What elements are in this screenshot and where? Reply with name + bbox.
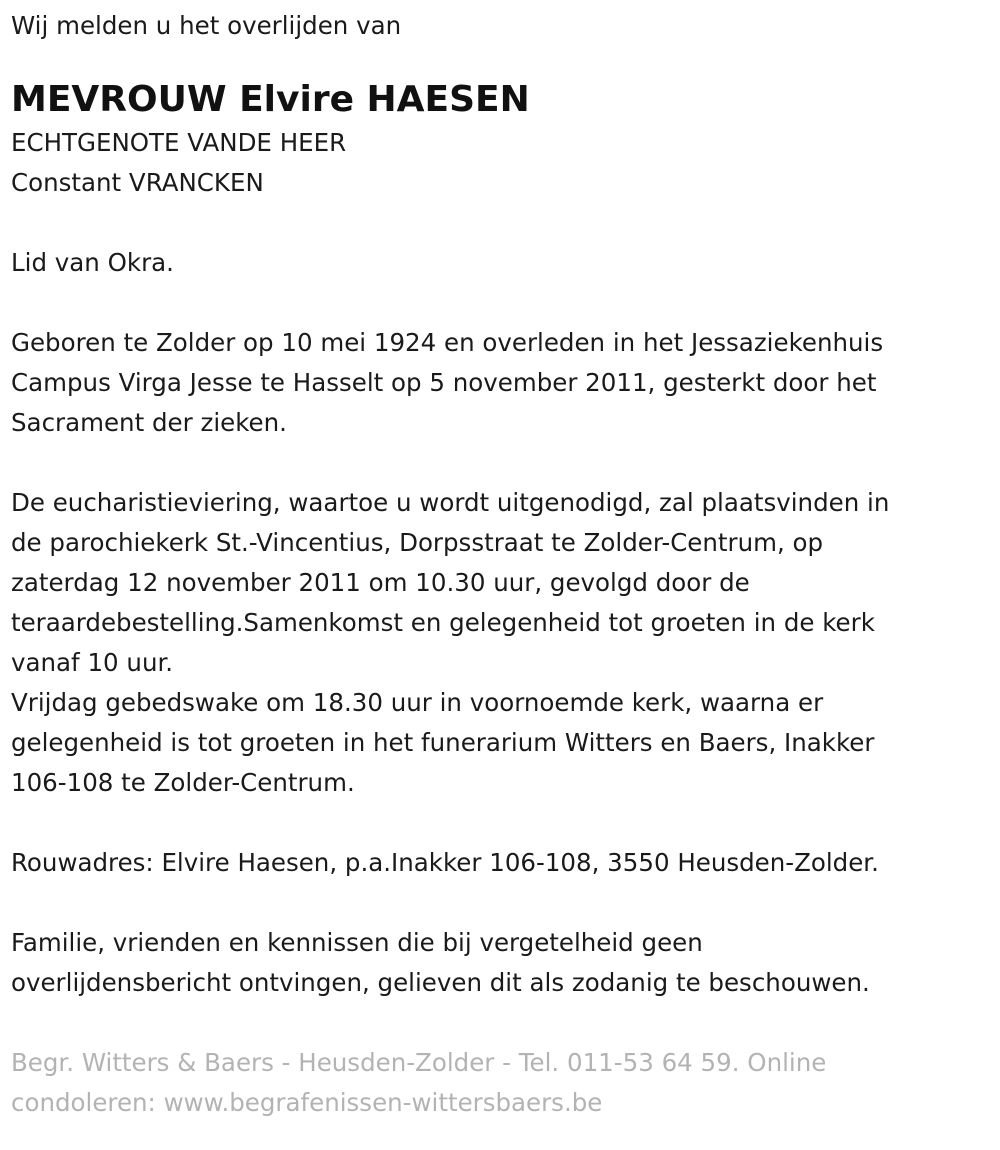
footer-line: Begr. Witters & Baers - Heusden-Zolder - Tel. 011-53 64 59. Online [11,1048,827,1077]
birth-death-paragraph [11,323,1000,443]
spacer [11,443,1000,483]
mourning-address: Rouwadres: Elvire Haesen, p.a.Inakker 106-108, 3550 Heusden-Zolder. [11,848,879,877]
spacer [11,283,1000,323]
deceased-name: MEVROUW Elvire HAESEN [11,79,530,120]
spacer [11,1003,1000,1043]
paragraph-line: zaterdag 12 november 2011 om 10.30 uur, gevolgd door de [11,568,750,597]
paragraph-line: Sacrament der zieken. [11,408,287,437]
spouse-line-1: ECHTGENOTE VANDE HEER [11,128,347,157]
paragraph-line: Campus Virga Jesse te Hasselt op 5 november 2011, gesterkt door het [11,368,877,397]
ceremony-paragraph [11,483,1000,803]
funeral-home-footer [11,1043,1000,1123]
paragraph-line: Geboren te Zolder op 10 mei 1924 en overleden in het Jessaziekenhuis [11,328,884,357]
paragraph-line: 106-108 te Zolder-Centrum. [11,768,355,797]
paragraph-line: Vrijdag gebedswake om 18.30 uur in voornoemde kerk, waarna er [11,688,824,717]
paragraph-line: De eucharistieviering, waartoe u wordt uitgenodigd, zal plaatsvinden in [11,488,890,517]
spacer [11,203,1000,243]
membership-text: Lid van Okra. [11,248,174,277]
paragraph-line: gelegenheid is tot groeten in het funerarium Witters en Baers, Inakker [11,728,875,757]
spouse-line-2: Constant VRANCKEN [11,168,264,197]
paragraph-line: vanaf 10 uur. [11,648,174,677]
spacer [11,883,1000,923]
paragraph-line: overlijdensbericht ontvingen, gelieven dit als zodanig te beschouwen. [11,968,870,997]
paragraph-line: de parochiekerk St.-Vincentius, Dorpsstraat te Zolder-Centrum, op [11,528,824,557]
spacer [11,803,1000,843]
intro-text: Wij melden u het overlijden van [11,11,402,40]
paragraph-line: Familie, vrienden en kennissen die bij vergetelheid geen [11,928,703,957]
paragraph-line: teraardebestelling.Samenkomst en gelegenheid tot groeten in de kerk [11,608,875,637]
notice-paragraph [11,923,1000,1003]
footer-line: condoleren: www.begrafenissen-wittersbaers.be [11,1088,603,1117]
